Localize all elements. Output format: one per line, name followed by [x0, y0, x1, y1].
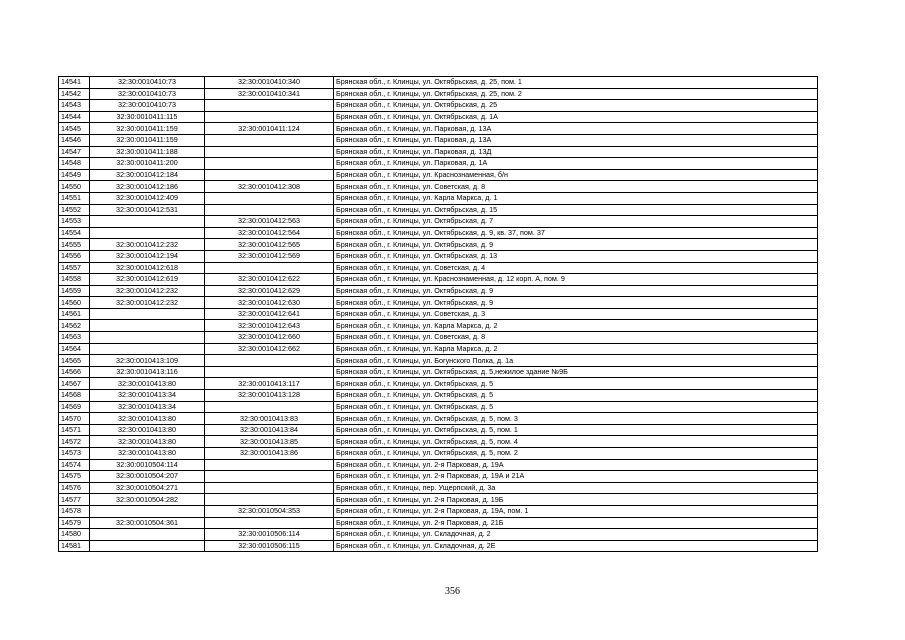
object-cadastral-number: 32:30:0010412:643: [205, 320, 334, 332]
address-cell: Брянская обл., г. Клинцы, ул. Октябрьская, д. 9: [334, 297, 818, 309]
object-cadastral-number: [205, 471, 334, 483]
address-cell: Брянская обл., г. Клинцы, ул. 2-я Парковая, д. 21Б: [334, 517, 818, 529]
address-cell: Брянская обл., г. Клинцы, ул. Краснознаменная, д. 12 корп. А, пом. 9: [334, 274, 818, 286]
land-cadastral-number: 32:30:0010504:271: [90, 482, 205, 494]
land-cadastral-number: 32:30:0010411:159: [90, 134, 205, 146]
table-row: [59, 192, 818, 204]
table-row: [59, 134, 818, 146]
row-number: 14580: [59, 529, 90, 541]
row-number: 14574: [59, 459, 90, 471]
table-row: [59, 216, 818, 228]
land-cadastral-number: [90, 308, 205, 320]
land-cadastral-number: 32:30:0010410:73: [90, 77, 205, 89]
object-cadastral-number: [205, 262, 334, 274]
object-cadastral-number: 32:30:0010412:563: [205, 216, 334, 228]
table-row: [59, 482, 818, 494]
address-cell: Брянская обл., г. Клинцы, ул. Октябрьская, д. 1А: [334, 111, 818, 123]
land-cadastral-number: 32:30:0010412:618: [90, 262, 205, 274]
row-number: 14553: [59, 216, 90, 228]
object-cadastral-number: 32:30:0010413:84: [205, 424, 334, 436]
object-cadastral-number: 32:30:0010412:564: [205, 227, 334, 239]
table-row: [59, 111, 818, 123]
land-cadastral-number: 32:30:0010412:184: [90, 169, 205, 181]
table-row: [59, 390, 818, 402]
row-number: 14563: [59, 332, 90, 344]
row-number: 14571: [59, 424, 90, 436]
object-cadastral-number: 32:30:0010412:622: [205, 274, 334, 286]
land-cadastral-number: 32:30:0010411:159: [90, 123, 205, 135]
row-number: 14577: [59, 494, 90, 506]
address-cell: Брянская обл., г. Клинцы, ул. Октябрьская, д. 5: [334, 390, 818, 402]
row-number: 14559: [59, 285, 90, 297]
object-cadastral-number: 32:30:0010412:630: [205, 297, 334, 309]
address-cell: Брянская обл., г. Клинцы, ул. Октябрьская, д. 7: [334, 216, 818, 228]
address-cell: Брянская обл., г. Клинцы, ул. Парковая, д. 13А: [334, 123, 818, 135]
object-cadastral-number: [205, 146, 334, 158]
land-cadastral-number: 32:30:0010412:531: [90, 204, 205, 216]
table-row: [59, 355, 818, 367]
address-cell: Брянская обл., г. Клинцы, ул. Советская, д. 8: [334, 181, 818, 193]
table-row: [59, 529, 818, 541]
land-cadastral-number: [90, 540, 205, 552]
object-cadastral-number: 32:30:0010413:83: [205, 413, 334, 425]
land-cadastral-number: 32:30:0010504:282: [90, 494, 205, 506]
land-cadastral-number: 32:30:0010412:194: [90, 250, 205, 262]
address-cell: Брянская обл., г. Клинцы, ул. 2-я Парковая, д. 19Б: [334, 494, 818, 506]
land-cadastral-number: [90, 320, 205, 332]
address-cell: Брянская обл., г. Клинцы, ул. Карла Маркса, д. 2: [334, 320, 818, 332]
row-number: 14564: [59, 343, 90, 355]
table-row: [59, 332, 818, 344]
address-cell: Брянская обл., г. Клинцы, ул. Парковая, д. 13А: [334, 134, 818, 146]
address-cell: Брянская обл., г. Клинцы, ул. Парковая, д. 1А: [334, 158, 818, 170]
table-row: [59, 204, 818, 216]
object-cadastral-number: 32:30:0010412:662: [205, 343, 334, 355]
land-cadastral-number: 32:30:0010410:73: [90, 88, 205, 100]
object-cadastral-number: [205, 158, 334, 170]
address-cell: Брянская обл., г. Клинцы, ул. Советская, д. 3: [334, 308, 818, 320]
address-cell: Брянская обл., г. Клинцы, ул. Октябрьская, д. 9: [334, 285, 818, 297]
land-cadastral-number: 32:30:0010412:619: [90, 274, 205, 286]
land-cadastral-number: 32:30:0010413:116: [90, 366, 205, 378]
object-cadastral-number: [205, 366, 334, 378]
table-row: [59, 262, 818, 274]
address-cell: Брянская обл., г. Клинцы, ул. Октябрьская, д. 9: [334, 239, 818, 251]
object-cadastral-number: 32:30:0010413:86: [205, 448, 334, 460]
land-cadastral-number: 32:30:0010412:409: [90, 192, 205, 204]
address-cell: Брянская обл., г. Клинцы, ул. Октябрьская, д. 5, пом. 3: [334, 413, 818, 425]
land-cadastral-number: [90, 529, 205, 541]
land-cadastral-number: 32:30:0010412:232: [90, 239, 205, 251]
object-cadastral-number: [205, 134, 334, 146]
land-cadastral-number: 32:30:0010413:80: [90, 436, 205, 448]
table-row: [59, 158, 818, 170]
table-row: [59, 401, 818, 413]
page-number: 356: [445, 586, 460, 597]
table-row: [59, 448, 818, 460]
row-number: 14549: [59, 169, 90, 181]
row-number: 14561: [59, 308, 90, 320]
document-sheet: [58, 76, 817, 552]
object-cadastral-number: 32:30:0010412:569: [205, 250, 334, 262]
address-cell: Брянская обл., г. Клинцы, ул. Октябрьская, д. 25, пом. 2: [334, 88, 818, 100]
land-cadastral-number: 32:30:0010412:232: [90, 285, 205, 297]
table-row: [59, 239, 818, 251]
table-row: [59, 471, 818, 483]
address-cell: Брянская обл., г. Клинцы, ул. Советская, д. 8: [334, 332, 818, 344]
land-cadastral-number: 32:30:0010504:361: [90, 517, 205, 529]
land-cadastral-number: 32:30:0010412:186: [90, 181, 205, 193]
table-row: [59, 227, 818, 239]
address-cell: Брянская обл., г. Клинцы, ул. Октябрьская, д. 5, пом. 1: [334, 424, 818, 436]
row-number: 14581: [59, 540, 90, 552]
row-number: 14542: [59, 88, 90, 100]
object-cadastral-number: 32:30:0010504:353: [205, 505, 334, 517]
address-cell: Брянская обл., г. Клинцы, ул. Складочная, д. 2: [334, 529, 818, 541]
object-cadastral-number: [205, 192, 334, 204]
table-row: [59, 274, 818, 286]
land-cadastral-number: 32:30:0010413:34: [90, 401, 205, 413]
property-table-body: [59, 77, 818, 552]
row-number: 14572: [59, 436, 90, 448]
object-cadastral-number: [205, 494, 334, 506]
address-cell: Брянская обл., г. Клинцы, пер. Ущерпский, д. 3а: [334, 482, 818, 494]
object-cadastral-number: [205, 401, 334, 413]
land-cadastral-number: 32:30:0010413:80: [90, 424, 205, 436]
object-cadastral-number: 32:30:0010412:629: [205, 285, 334, 297]
object-cadastral-number: [205, 482, 334, 494]
table-row: [59, 459, 818, 471]
address-cell: Брянская обл., г. Клинцы, ул. Советская, д. 4: [334, 262, 818, 274]
row-number: 14579: [59, 517, 90, 529]
row-number: 14541: [59, 77, 90, 89]
land-cadastral-number: [90, 227, 205, 239]
row-number: 14562: [59, 320, 90, 332]
object-cadastral-number: 32:30:0010506:114: [205, 529, 334, 541]
table-row: [59, 88, 818, 100]
land-cadastral-number: 32:30:0010504:114: [90, 459, 205, 471]
object-cadastral-number: 32:30:0010412:565: [205, 239, 334, 251]
address-cell: Брянская обл., г. Клинцы, ул. Богунского Полка, д. 1а: [334, 355, 818, 367]
address-cell: Брянская обл., г. Клинцы, ул. Октябрьская, д. 25: [334, 100, 818, 112]
address-cell: Брянская обл., г. Клинцы, ул. Октябрьская, д. 5,нежилое здание №9Б: [334, 366, 818, 378]
land-cadastral-number: [90, 505, 205, 517]
table-row: [59, 378, 818, 390]
object-cadastral-number: 32:30:0010413:117: [205, 378, 334, 390]
table-row: [59, 123, 818, 135]
address-cell: Брянская обл., г. Клинцы, ул. Карла Маркса, д. 1: [334, 192, 818, 204]
object-cadastral-number: 32:30:0010413:128: [205, 390, 334, 402]
table-row: [59, 308, 818, 320]
object-cadastral-number: 32:30:0010411:124: [205, 123, 334, 135]
row-number: 14569: [59, 401, 90, 413]
row-number: 14558: [59, 274, 90, 286]
land-cadastral-number: 32:30:0010413:80: [90, 378, 205, 390]
table-row: [59, 517, 818, 529]
land-cadastral-number: 32:30:0010413:109: [90, 355, 205, 367]
row-number: 14560: [59, 297, 90, 309]
land-cadastral-number: 32:30:0010504:207: [90, 471, 205, 483]
table-row: [59, 77, 818, 89]
address-cell: Брянская обл., г. Клинцы, ул. Октябрьская, д. 13: [334, 250, 818, 262]
table-row: [59, 100, 818, 112]
table-row: [59, 424, 818, 436]
table-row: [59, 494, 818, 506]
row-number: 14545: [59, 123, 90, 135]
object-cadastral-number: 32:30:0010412:660: [205, 332, 334, 344]
land-cadastral-number: 32:30:0010413:80: [90, 448, 205, 460]
table-row: [59, 540, 818, 552]
row-number: 14550: [59, 181, 90, 193]
address-cell: Брянская обл., г. Клинцы, ул. 2-я Парковая, д. 19А: [334, 459, 818, 471]
table-row: [59, 285, 818, 297]
table-row: [59, 169, 818, 181]
row-number: 14565: [59, 355, 90, 367]
row-number: 14543: [59, 100, 90, 112]
land-cadastral-number: [90, 332, 205, 344]
row-number: 14570: [59, 413, 90, 425]
object-cadastral-number: 32:30:0010410:341: [205, 88, 334, 100]
row-number: 14575: [59, 471, 90, 483]
row-number: 14568: [59, 390, 90, 402]
object-cadastral-number: [205, 355, 334, 367]
land-cadastral-number: 32:30:0010412:232: [90, 297, 205, 309]
address-cell: Брянская обл., г. Клинцы, ул. Октябрьская, д. 5, пом. 2: [334, 448, 818, 460]
address-cell: Брянская обл., г. Клинцы, ул. Карла Маркса, д. 2: [334, 343, 818, 355]
address-cell: Брянская обл., г. Клинцы, ул. Складочная, д. 2Е: [334, 540, 818, 552]
table-row: [59, 297, 818, 309]
row-number: 14548: [59, 158, 90, 170]
address-cell: Брянская обл., г. Клинцы, ул. Октябрьская, д. 5, пом. 4: [334, 436, 818, 448]
property-table: [58, 76, 818, 552]
table-row: [59, 181, 818, 193]
row-number: 14556: [59, 250, 90, 262]
object-cadastral-number: [205, 204, 334, 216]
address-cell: Брянская обл., г. Клинцы, ул. Октябрьская, д. 25, пом. 1: [334, 77, 818, 89]
land-cadastral-number: 32:30:0010411:188: [90, 146, 205, 158]
object-cadastral-number: 32:30:0010506:115: [205, 540, 334, 552]
object-cadastral-number: [205, 100, 334, 112]
row-number: 14567: [59, 378, 90, 390]
table-row: [59, 320, 818, 332]
object-cadastral-number: [205, 517, 334, 529]
table-row: [59, 343, 818, 355]
row-number: 14551: [59, 192, 90, 204]
object-cadastral-number: 32:30:0010410:340: [205, 77, 334, 89]
row-number: 14547: [59, 146, 90, 158]
object-cadastral-number: 32:30:0010412:308: [205, 181, 334, 193]
row-number: 14576: [59, 482, 90, 494]
row-number: 14557: [59, 262, 90, 274]
land-cadastral-number: 32:30:0010411:115: [90, 111, 205, 123]
object-cadastral-number: [205, 169, 334, 181]
address-cell: Брянская обл., г. Клинцы, ул. Краснознаменная, б/н: [334, 169, 818, 181]
table-row: [59, 146, 818, 158]
table-row: [59, 436, 818, 448]
land-cadastral-number: 32:30:0010413:34: [90, 390, 205, 402]
table-row: [59, 366, 818, 378]
table-row: [59, 413, 818, 425]
land-cadastral-number: 32:30:0010411:200: [90, 158, 205, 170]
object-cadastral-number: [205, 111, 334, 123]
row-number: 14555: [59, 239, 90, 251]
row-number: 14573: [59, 448, 90, 460]
address-cell: Брянская обл., г. Клинцы, ул. Октябрьская, д. 5: [334, 378, 818, 390]
address-cell: Брянская обл., г. Клинцы, ул. Октябрьская, д. 9, кв. 37, пом. 37: [334, 227, 818, 239]
object-cadastral-number: [205, 459, 334, 471]
land-cadastral-number: [90, 343, 205, 355]
table-row: [59, 250, 818, 262]
address-cell: Брянская обл., г. Клинцы, ул. 2-я Парковая, д. 19А, пом. 1: [334, 505, 818, 517]
land-cadastral-number: 32:30:0010410:73: [90, 100, 205, 112]
land-cadastral-number: [90, 216, 205, 228]
row-number: 14546: [59, 134, 90, 146]
row-number: 14566: [59, 366, 90, 378]
object-cadastral-number: 32:30:0010413:85: [205, 436, 334, 448]
address-cell: Брянская обл., г. Клинцы, ул. Октябрьская, д. 15: [334, 204, 818, 216]
address-cell: Брянская обл., г. Клинцы, ул. Октябрьская, д. 5: [334, 401, 818, 413]
row-number: 14552: [59, 204, 90, 216]
row-number: 14544: [59, 111, 90, 123]
row-number: 14554: [59, 227, 90, 239]
address-cell: Брянская обл., г. Клинцы, ул. Парковая, д. 13Д: [334, 146, 818, 158]
table-row: [59, 505, 818, 517]
row-number: 14578: [59, 505, 90, 517]
object-cadastral-number: 32:30:0010412:641: [205, 308, 334, 320]
land-cadastral-number: 32:30:0010413:80: [90, 413, 205, 425]
address-cell: Брянская обл., г. Клинцы, ул. 2-я Парковая, д. 19А и 21А: [334, 471, 818, 483]
